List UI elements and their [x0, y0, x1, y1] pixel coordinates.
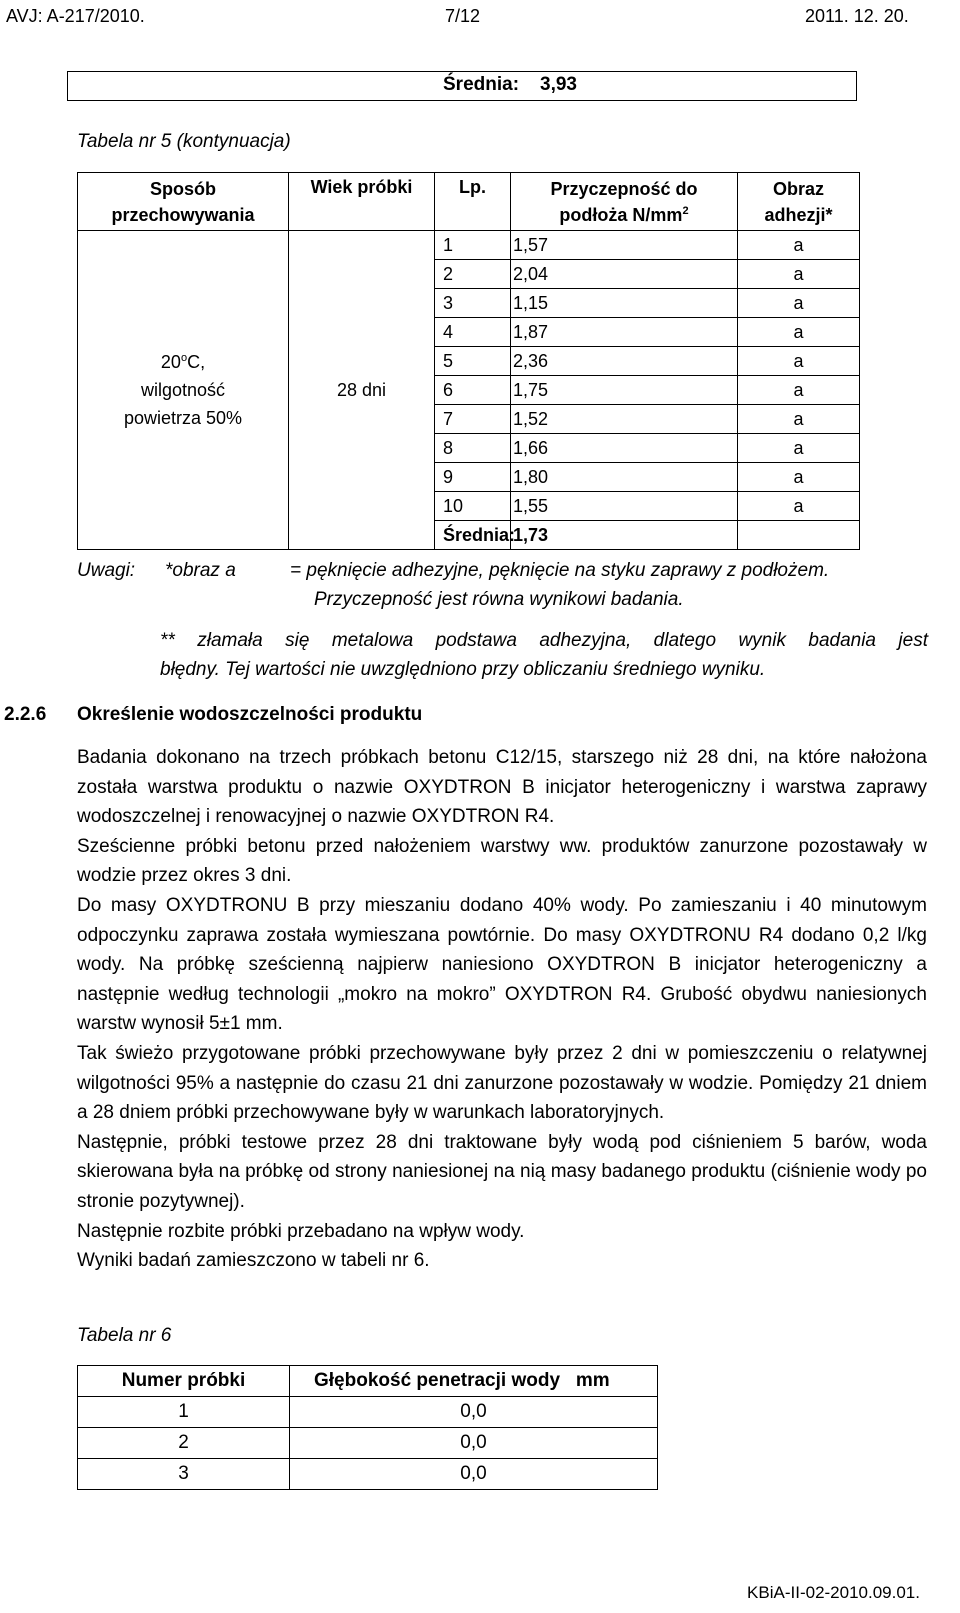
- adhesion-value-cell: 1,66: [511, 434, 738, 463]
- image-cell: a: [738, 434, 860, 463]
- previous-table-average-row: [67, 71, 857, 101]
- adhesion-value-cell: 1,87: [511, 318, 738, 347]
- notes-star2-line1: ** złamała się metalowa podstawa adhezyjna, dlatego wynik badania jest: [160, 630, 928, 651]
- header-page-number: 7/12: [445, 6, 481, 26]
- body-text: [77, 743, 927, 1276]
- header-image: Obraz adhezji*: [738, 173, 860, 231]
- notes-label: Uwagi:: [77, 560, 136, 581]
- average-value: 3,93: [540, 74, 577, 95]
- header-lp: Lp.: [435, 173, 511, 231]
- section-title: Określenie wodoszczelności produktu: [77, 704, 423, 725]
- header-date: 2011. 12. 20.: [805, 6, 909, 26]
- notes-term: *obraz a: [165, 560, 236, 581]
- lp-cell: 5: [435, 347, 511, 376]
- penetration-depth-cell: 0,0: [290, 1428, 658, 1459]
- table5-caption: Tabela nr 5 (kontynuacja): [77, 131, 291, 152]
- adhesion-value-cell: 1,55: [511, 492, 738, 521]
- header-adhesion: Przyczepność do podłoża $N/mm^2$: [511, 173, 738, 231]
- table6: [77, 1365, 658, 1490]
- table-row: [78, 1459, 658, 1490]
- lp-cell: 10: [435, 492, 511, 521]
- paragraph: Następnie rozbite próbki przebadano na wpływ wody.: [77, 1220, 525, 1242]
- adhesion-value-cell: 2,04: [511, 260, 738, 289]
- adhesion-value-cell: 2,36: [511, 347, 738, 376]
- table-row: [78, 1397, 658, 1428]
- notes-definition-line2: Przyczepność jest równa wynikowi badania.: [314, 589, 684, 610]
- header-sample-number: Numer próbki: [78, 1366, 290, 1397]
- paragraph: Wyniki badań zamieszczono w tabeli nr 6.: [77, 1250, 430, 1272]
- adhesion-value-cell: 1,52: [511, 405, 738, 434]
- lp-cell: 1: [435, 231, 511, 260]
- sample-number-cell: 2: [78, 1428, 290, 1459]
- paragraph: Tak świeżo przygotowane próbki przechowywane były przez 2 dni w pomieszczeniu o relatywnej wilgotności 95% a następnie do czasu 21 dni zanurzone pozostawały w wodzie. Pomiędzy 21 dniem a 28 dniem próbki przechowywane były w warunkach laboratoryjnych.: [77, 1042, 927, 1124]
- image-cell-empty: [738, 521, 860, 550]
- table5-header-row: [78, 173, 860, 231]
- lp-cell: 7: [435, 405, 511, 434]
- lp-cell: 2: [435, 260, 511, 289]
- adhesion-value-cell: 1,57: [511, 231, 738, 260]
- footer-code: KBiA-II-02-2010.09.01.: [747, 1583, 920, 1602]
- header-doc-id: AVJ: A-217/2010.: [6, 6, 145, 26]
- table-row: [78, 231, 860, 260]
- storage-conditions-cell: 20$^o$C, wilgotność powietrza 50%: [78, 231, 289, 550]
- image-cell: a: [738, 318, 860, 347]
- paragraph: Sześcienne próbki betonu przed nałożeniem warstwy ww. produktów zanurzone pozostawały w wodzie przez okres 3 dni.: [77, 835, 927, 887]
- average-label: Średnia:: [435, 521, 511, 550]
- penetration-depth-cell: 0,0: [290, 1397, 658, 1428]
- adhesion-value-cell: 1,15: [511, 289, 738, 318]
- average-value: 1,73: [511, 521, 738, 550]
- penetration-depth-cell: 0,0: [290, 1459, 658, 1490]
- lp-cell: 9: [435, 463, 511, 492]
- lp-cell: 3: [435, 289, 511, 318]
- image-cell: a: [738, 260, 860, 289]
- paragraph: Badania dokonano na trzech próbkach betonu C12/15, starszego niż 28 dni, na które nałożona została warstwa produktu o nazwie OXYDTRON B inicjator heterogeniczny i warstwa zaprawy wodoszczelnej i renowacyjnej o nazwie OXYDTRON R4.: [77, 747, 927, 828]
- sample-number-cell: 1: [78, 1397, 290, 1428]
- lp-cell: 8: [435, 434, 511, 463]
- image-cell: a: [738, 376, 860, 405]
- image-cell: a: [738, 463, 860, 492]
- adhesion-value-cell: 1,80: [511, 463, 738, 492]
- image-cell: a: [738, 405, 860, 434]
- adhesion-value-cell: 1,75: [511, 376, 738, 405]
- notes-star2-line2: błędny. Tej wartości nie uwzględniono przy obliczaniu średniego wyniku.: [160, 659, 766, 680]
- section-number: 2.2.6: [4, 704, 47, 725]
- notes-definition-line1: = pęknięcie adhezyjne, pęknięcie na styku zaprawy z podłożem.: [290, 560, 830, 581]
- average-label: Średnia:: [443, 74, 520, 95]
- header-age: Wiek próbki: [289, 173, 435, 231]
- table6-caption: Tabela nr 6: [77, 1325, 172, 1346]
- image-cell: a: [738, 289, 860, 318]
- header-storage: Sposób przechowywania: [78, 173, 289, 231]
- table6-header-row: [78, 1366, 658, 1397]
- image-cell: a: [738, 347, 860, 376]
- image-cell: a: [738, 492, 860, 521]
- lp-cell: 6: [435, 376, 511, 405]
- table5: [77, 172, 860, 550]
- paragraph: Następnie, próbki testowe przez 28 dni traktowane były wodą pod ciśnieniem 5 barów, woda skierowana była na próbkę od strony naniesionej na nią masy badanego produktu (ciśnienie wody po stronie pozytywnej).: [77, 1131, 927, 1212]
- sample-age-cell: 28 dni: [289, 231, 435, 550]
- paragraph: Do masy OXYDTRONU B przy mieszaniu dodano 40% wody. Po zamieszaniu i 40 minutowym odpoczynku zaprawa została wymieszana powtórnie. Do masy OXYDTRONU R4 dodano 0,2 l/kg wody. Na próbkę sześcienną najpierw naniesiono OXYDTRON B inicjator heterogeniczny a następnie według technologii „mokro na mokro” OXYDTRON R4. Grubość obydwu naniesionych warstw wynosił 5±1 mm.: [77, 894, 927, 1035]
- header-penetration-depth: Głębokość penetracji wody mm: [290, 1366, 658, 1397]
- table-row: [78, 1428, 658, 1459]
- lp-cell: 4: [435, 318, 511, 347]
- sample-number-cell: 3: [78, 1459, 290, 1490]
- image-cell: a: [738, 231, 860, 260]
